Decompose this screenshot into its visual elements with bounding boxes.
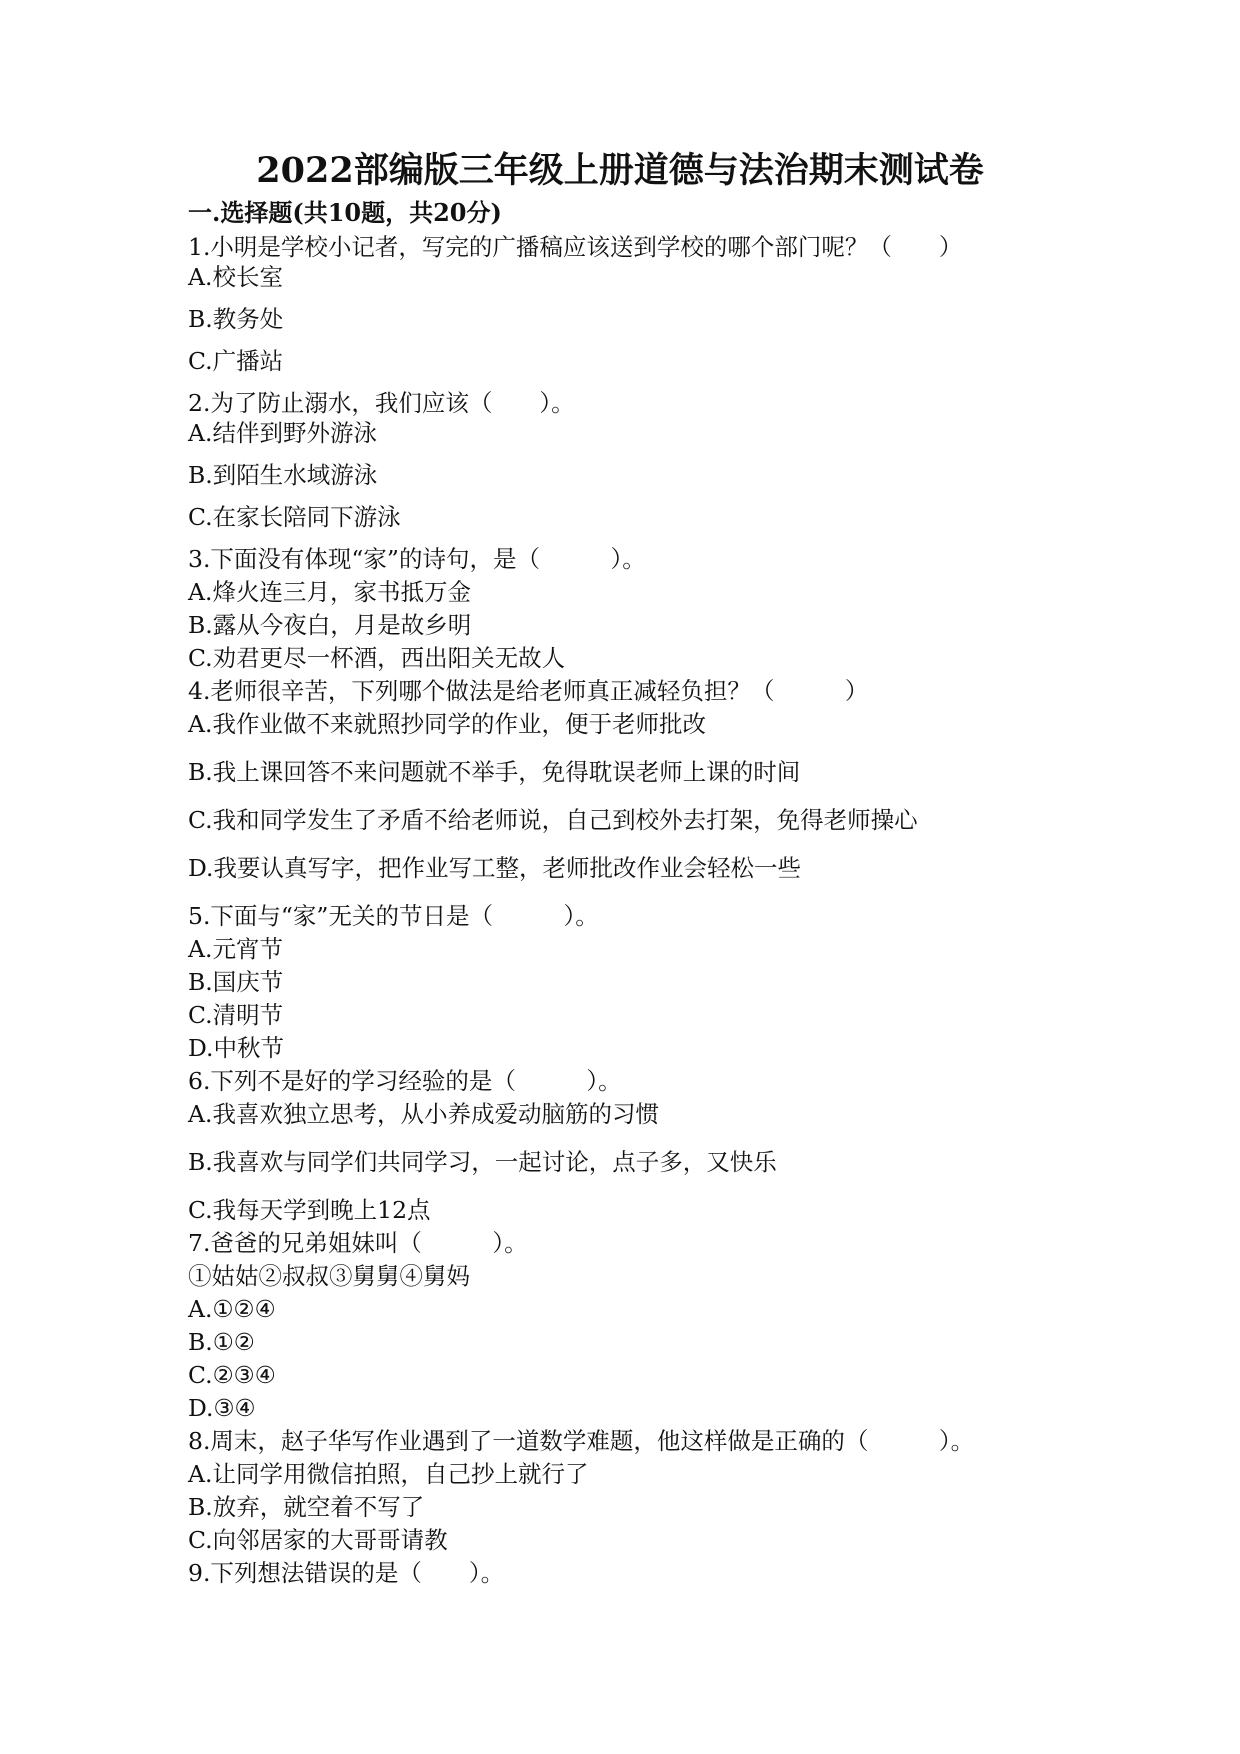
question-4-option-c: C.我和同学发生了矛盾不给老师说，自己到校外去打架，免得老师操心 bbox=[188, 806, 918, 834]
question-1-option-c: C.广播站 bbox=[188, 347, 284, 375]
section-heading: 一.选择题(共10题，共20分) bbox=[188, 198, 502, 227]
question-1-option-b: B.教务处 bbox=[188, 305, 284, 333]
question-3-stem: 3.下面没有体现“家”的诗句，是（ ）。 bbox=[188, 545, 646, 573]
question-1-option-a: A.校长室 bbox=[188, 263, 283, 291]
question-5-stem: 5.下面与“家”无关的节日是（ ）。 bbox=[188, 902, 599, 930]
question-3-option-c: C.劝君更尽一杯酒，西出阳关无故人 bbox=[188, 644, 566, 672]
question-4-option-a: A.我作业做不来就照抄同学的作业，便于老师批改 bbox=[188, 710, 706, 738]
question-8-option-a: A.让同学用微信拍照，自己抄上就行了 bbox=[188, 1460, 589, 1488]
question-7-option-d: D.③④ bbox=[188, 1394, 256, 1422]
question-5-option-c: C.清明节 bbox=[188, 1001, 284, 1029]
question-1-stem: 1.小明是学校小记者，写完的广播稿应该送到学校的哪个部门呢？（ ） bbox=[188, 233, 963, 261]
question-7-option-b: B.①② bbox=[188, 1328, 255, 1356]
question-5-option-a: A.元宵节 bbox=[188, 935, 283, 963]
question-6-option-c: C.我每天学到晚上12点 bbox=[188, 1196, 431, 1224]
question-7-stem: 7.爸爸的兄弟姐妹叫（ ）。 bbox=[188, 1229, 528, 1257]
question-8-option-b: B.放弃，就空着不写了 bbox=[188, 1493, 425, 1521]
question-6-option-b: B.我喜欢与同学们共同学习，一起讨论，点子多，又快乐 bbox=[188, 1148, 777, 1176]
question-2-option-c: C.在家长陪同下游泳 bbox=[188, 503, 401, 531]
question-7-subline: ①姑姑②叔叔③舅舅④舅妈 bbox=[188, 1262, 470, 1290]
question-4-option-d: D.我要认真写字，把作业写工整，老师批改作业会轻松一些 bbox=[188, 854, 801, 882]
question-9-stem: 9.下列想法错误的是（ ）。 bbox=[188, 1559, 505, 1587]
question-7-option-a: A.①②④ bbox=[188, 1295, 276, 1323]
question-5-option-d: D.中秋节 bbox=[188, 1034, 284, 1062]
question-8-option-c: C.向邻居家的大哥哥请教 bbox=[188, 1526, 448, 1554]
exam-title: 2022部编版三年级上册道德与法治期末测试卷 bbox=[256, 150, 984, 191]
question-6-stem: 6.下列不是好的学习经验的是（ ）。 bbox=[188, 1067, 622, 1095]
question-3-option-b: B.露从今夜白，月是故乡明 bbox=[188, 611, 472, 639]
question-7-option-c: C.②③④ bbox=[188, 1361, 276, 1389]
question-2-stem: 2.为了防止溺水，我们应该（ ）。 bbox=[188, 389, 575, 417]
question-2-option-a: A.结伴到野外游泳 bbox=[188, 419, 377, 447]
question-3-option-a: A.烽火连三月，家书抵万金 bbox=[188, 578, 471, 606]
question-6-option-a: A.我喜欢独立思考，从小养成爱动脑筋的习惯 bbox=[188, 1100, 659, 1128]
question-4-option-b: B.我上课回答不来问题就不举手，免得耽误老师上课的时间 bbox=[188, 758, 801, 786]
question-2-option-b: B.到陌生水域游泳 bbox=[188, 461, 378, 489]
question-4-stem: 4.老师很辛苦，下列哪个做法是给老师真正减轻负担？（ ） bbox=[188, 677, 869, 705]
question-8-stem: 8.周末，赵子华写作业遇到了一道数学难题，他这样做是正确的（ ）。 bbox=[188, 1427, 975, 1455]
question-5-option-b: B.国庆节 bbox=[188, 968, 284, 996]
